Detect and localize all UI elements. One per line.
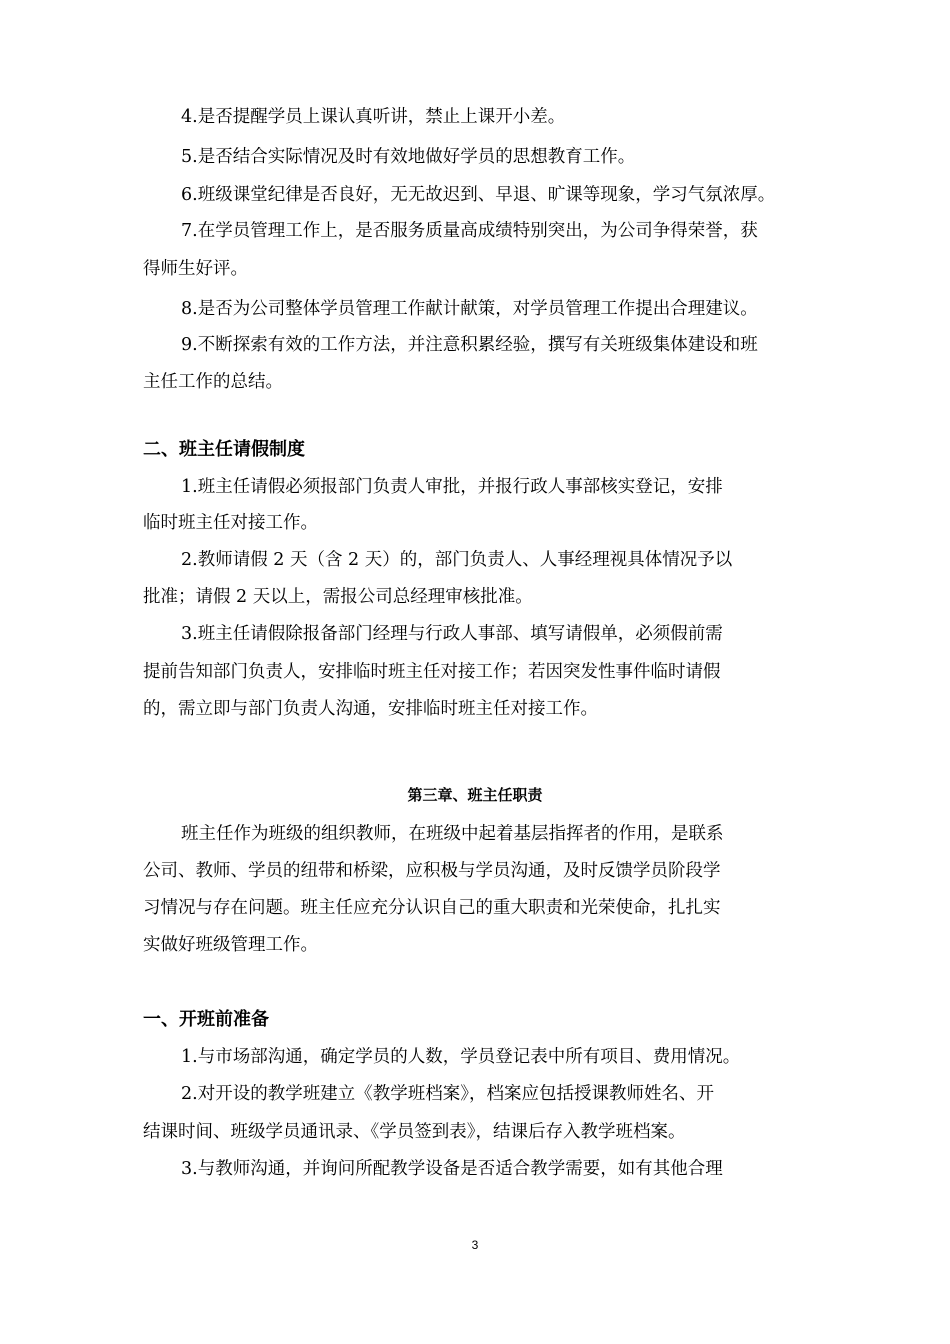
chapter-title: 第三章、班主任职责 [407,786,543,804]
paragraph-line: 1.班主任请假必须报部门负责人审批，并报行政人事部核实登记，安排 [181,477,723,497]
section-heading: 二、班主任请假制度 [143,439,305,460]
paragraph-line: 6.班级课堂纪律是否良好，无无故迟到、早退、旷课等现象，学习气氛浓厚。 [181,185,776,205]
paragraph-line: 5.是否结合实际情况及时有效地做好学员的思想教育工作。 [181,147,636,167]
paragraph-line: 临时班主任对接工作。 [143,513,318,533]
paragraph-line: 得师生好评。 [143,259,248,279]
paragraph-line: 实做好班级管理工作。 [143,935,318,955]
paragraph-line: 3.与教师沟通，并询问所配教学设备是否适合教学需要，如有其他合理 [181,1159,723,1179]
page-number: 3 [471,1238,479,1252]
section-heading: 一、开班前准备 [143,1009,269,1030]
paragraph-line: 3.班主任请假除报备部门经理与行政人事部、填写请假单，必须假前需 [181,624,723,644]
paragraph-line: 4.是否提醒学员上课认真听讲，禁止上课开小差。 [181,107,566,127]
paragraph-line: 的，需立即与部门负责人沟通，安排临时班主任对接工作。 [143,699,598,719]
paragraph-line: 批准；请假 2 天以上，需报公司总经理审核批准。 [143,587,533,607]
paragraph-line: 9.不断探索有效的工作方法，并注意积累经验，撰写有关班级集体建设和班 [181,335,758,355]
paragraph-line: 8.是否为公司整体学员管理工作献计献策，对学员管理工作提出合理建议。 [181,299,758,319]
paragraph-line: 1.与市场部沟通，确定学员的人数，学员登记表中所有项目、费用情况。 [181,1047,741,1067]
paragraph-line: 主任工作的总结。 [143,372,283,392]
paragraph-line: 2.对开设的教学班建立《教学班档案》，档案应包括授课教师姓名、开 [181,1084,714,1104]
paragraph-line: 习情况与存在问题。班主任应充分认识自己的重大职责和光荣使命，扎扎实 [143,898,721,918]
paragraph-line: 7.在学员管理工作上，是否服务质量高成绩特别突出，为公司争得荣誉，获 [181,221,758,241]
paragraph-line: 公司、教师、学员的纽带和桥梁，应积极与学员沟通，及时反馈学员阶段学 [143,861,721,881]
paragraph-line: 提前告知部门负责人，安排临时班主任对接工作；若因突发性事件临时请假 [143,662,721,682]
paragraph-line: 结课时间、班级学员通讯录、《学员签到表》，结课后存入教学班档案。 [143,1122,686,1142]
paragraph-line: 2.教师请假 2 天（含 2 天）的，部门负责人、人事经理视具体情况予以 [181,550,733,570]
paragraph-line: 班主任作为班级的组织教师，在班级中起着基层指挥者的作用，是联系 [181,824,724,844]
